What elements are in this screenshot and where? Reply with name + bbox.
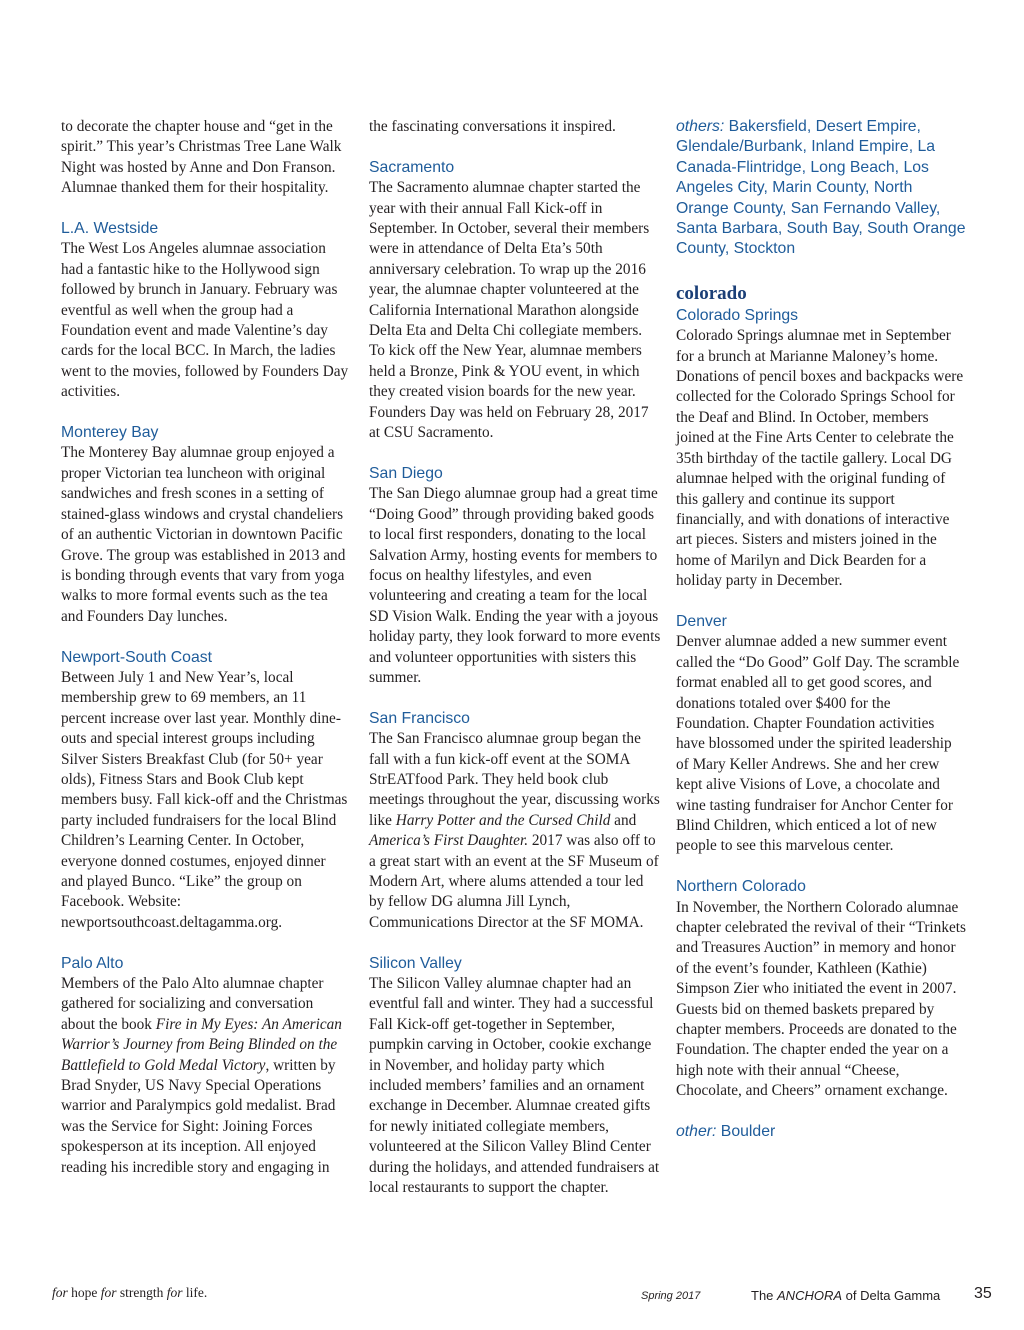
state-heading-colorado: colorado xyxy=(676,282,747,304)
denver-body: Denver alumnae added a new summer event called the “Do Good” Golf Day. The scramble format enabled all to get good scores, and donations totaled over $400 for the Foundation. Chapter Foundation activities have blossomed under the spirited leadership of Mary Keller Andrews. She and her crew kept alive Visions of Love, a chocolate and wine tasting fundraiser for Anchor Center for Blind Children, which enticed a lot of new people to see this marvelous center. xyxy=(676,633,960,855)
palo-alto-body xyxy=(61,974,351,1178)
monterey-bay-heading: Monterey Bay xyxy=(61,424,159,442)
footer-magazine-title xyxy=(751,1288,940,1303)
sf-body-and: and xyxy=(610,811,637,829)
others-label: others: xyxy=(676,118,725,135)
palo-alto-body-pre: Members of the Palo Alto alumnae chapter gathered for socializing and conversation about the book xyxy=(61,975,324,1033)
sf-body-pre: The San Francisco alumnae group began the fall with a fun kick-off event at the SOMA StrEATfood Park. They held book club meetings throughout the year, discussing works like xyxy=(369,730,660,829)
tagline-strength: strength xyxy=(116,1285,167,1300)
la-westside-body: The West Los Angeles alumnae association had a fantastic hike to the Hollywood sign followed by brunch in January. February was eventful as well when the group had a Foundation event and made Valentine’s day cards for the local BCC. In March, the ladies went to the movies, followed by Founders Day activities. xyxy=(61,240,349,401)
column-2 xyxy=(369,117,661,1198)
other-list: Boulder xyxy=(716,1123,776,1141)
other-label: other: xyxy=(676,1123,717,1141)
footer-issue-season: Spring 2017 xyxy=(641,1290,701,1302)
sacramento-heading: Sacramento xyxy=(369,158,455,176)
monterey-bay-body: The Monterey Bay alumnae group enjoyed a proper Victorian tea luncheon with original sandwiches and fresh scones in a setting of stained-glass windows and crystal chandeliers of an authentic Victorian in downtown Pacific Grove. The group was established in 2013 and is bonding through events that vary from yoga walks to more formal events such as the tea and Founders Day lunches. xyxy=(61,444,346,625)
tagline-hope: hope xyxy=(67,1285,101,1300)
other-chapters-california xyxy=(676,117,966,260)
other-chapters-colorado xyxy=(676,1122,966,1142)
denver-heading: Denver xyxy=(676,612,727,630)
tagline-for-1: for xyxy=(52,1285,68,1300)
column-3 xyxy=(676,117,966,1142)
colorado-springs-heading: Colorado Springs xyxy=(676,306,799,324)
san-francisco-body xyxy=(369,729,661,933)
san-diego-heading: San Diego xyxy=(369,464,443,482)
palo-alto-heading: Palo Alto xyxy=(61,954,124,972)
silicon-valley-body: The Silicon Valley alumnae chapter had an eventful fall and winter. They had a successful Fall Kick-off get-together in September, pumpkin carving in October, cookie exchange in November, and holiday party which included members’ families and an ornament exchange in December. Alumnae created gifts for newly initiated collegiate members, volunteered at the Silicon Valley Blind Center during the holidays, and attended fundraisers at local restaurants to support the chapter. xyxy=(369,975,660,1197)
column-1 xyxy=(61,117,351,1178)
newport-body: Between July 1 and New Year’s, local membership grew to 69 members, an 11 percent increase over last year. Monthly dine-outs and special interest groups including Silver Sisters Breakfast Club (for 50+ year olds), Fitness Stars and Book Club kept members busy. Fall kick-off and the Christmas party included fundraisers for the local Blind Children’s Learning Center. In October, everyone donned costumes, enjoyed dinner and played Bunco. “Like” the group on Facebook. Website: newportsouthcoast.deltagamma.org. xyxy=(61,668,348,931)
palo-alto-body-post: , written by Brad Snyder, US Navy Special Operations warrior and Paralympics gold medalist. Brad was the Service for Sight: Joining Forces spokesperson at its inception. All enjoyed reading his incredible story and engaging in xyxy=(61,1056,336,1176)
magazine-rest: of Delta Gamma xyxy=(842,1288,941,1303)
footer-tagline xyxy=(52,1285,207,1301)
silicon-valley-heading: Silicon Valley xyxy=(369,954,462,972)
tagline-life: life. xyxy=(182,1285,208,1300)
colorado-springs-body: Colorado Springs alumnae met in September for a brunch at Marianne Maloney’s home. Donations of pencil boxes and backpacks were collected for the Colorado Springs School for the Deaf and Blind. In October, members joined at the Fine Arts Center to celebrate the 35th birthday of the tactile gallery. Local DG alumnae helped with the original funding of this gallery and continue its support financially, and with donations of interactive art pieces. Sisters and misters joined in the home of Marilyn and Dick Bearden for a holiday party in December. xyxy=(676,327,964,590)
san-francisco-heading: San Francisco xyxy=(369,709,470,727)
tagline-for-3: for xyxy=(166,1285,183,1300)
newport-heading: Newport-South Coast xyxy=(61,648,213,666)
continued-paragraph: the fascinating conversations it inspired. xyxy=(369,118,616,135)
la-westside-heading: L.A. Westside xyxy=(61,220,159,238)
magazine-the: The xyxy=(751,1288,778,1303)
sacramento-body: The Sacramento alumnae chapter started the year with their annual Fall Kick-off in September. In October, several their members were in attendance of Delta Eta’s 50th anniversary celebration. To wrap up the 2016 year, the alumnae chapter volunteered at the California International Marathon alongside Delta Eta and Delta Chi collegiate members. To kick off the New Year, alumnae members held a Bronze, Pink & YOU event, in which they created vision boards for the new year. Founders Day was held on February 28, 2017 at CSU Sacramento. xyxy=(369,179,650,442)
sf-book-title-1: Harry Potter and the Cursed Child xyxy=(395,811,611,829)
palo-alto-book-title: Fire in My Eyes: An American Warrior’s Journey from Being Blinded on the Battlefield to Gold Medal Victory xyxy=(61,1015,342,1074)
page-number: 35 xyxy=(974,1285,992,1302)
san-diego-body: The San Diego alumnae group had a great time “Doing Good” through providing baked goods to local first responders, donating to the local Salvation Army, hosting events for members to focus on healthy lifestyles, and even volunteering and creating a team for the local SD Vision Walk. Ending the year with a joyous holiday party, they look forward to more events and volunteer opportunities with sisters this summer. xyxy=(369,485,661,686)
tagline-for-2: for xyxy=(100,1285,117,1300)
sf-book-title-2: America’s First Daughter. xyxy=(369,832,529,850)
intro-paragraph: to decorate the chapter house and “get in the spirit.” This year’s Christmas Tree Lane Walk Night was hosted by Anne and Don Franson. Alumnae thanked them for their hospitality. xyxy=(61,118,342,197)
sf-body-post: 2017 was also off to a great start with an event at the SF Museum of Modern Art, where alums attended a tour led by fellow DG alumna Jill Lynch, Communications Director at the SF MOMA. xyxy=(369,832,659,931)
northern-colorado-body: In November, the Northern Colorado alumnae chapter celebrated the revival of their “Trinkets and Treasures Auction” in memory and honor of the event’s founder, Kathleen (Kathie) Simpson Zier who initiated the event in 2007. Guests bid on themed baskets prepared by chapter members. Proceeds are donated to the Foundation. The chapter ended the year on a high note with their annual “Cheese, Chocolate, and Cheers” ornament exchange. xyxy=(676,898,966,1100)
northern-colorado-heading: Northern Colorado xyxy=(676,878,806,896)
magazine-anchora: ANCHORA xyxy=(777,1288,843,1303)
others-list: Bakersfield, Desert Empire, Glendale/Burbank, Inland Empire, La Canada-Flintridge, Long Beach, Los Angeles City, Marin County, North Orange County, San Fernando Valley, Santa Barbara, South Bay, South Orange County, Stockton xyxy=(676,118,966,258)
